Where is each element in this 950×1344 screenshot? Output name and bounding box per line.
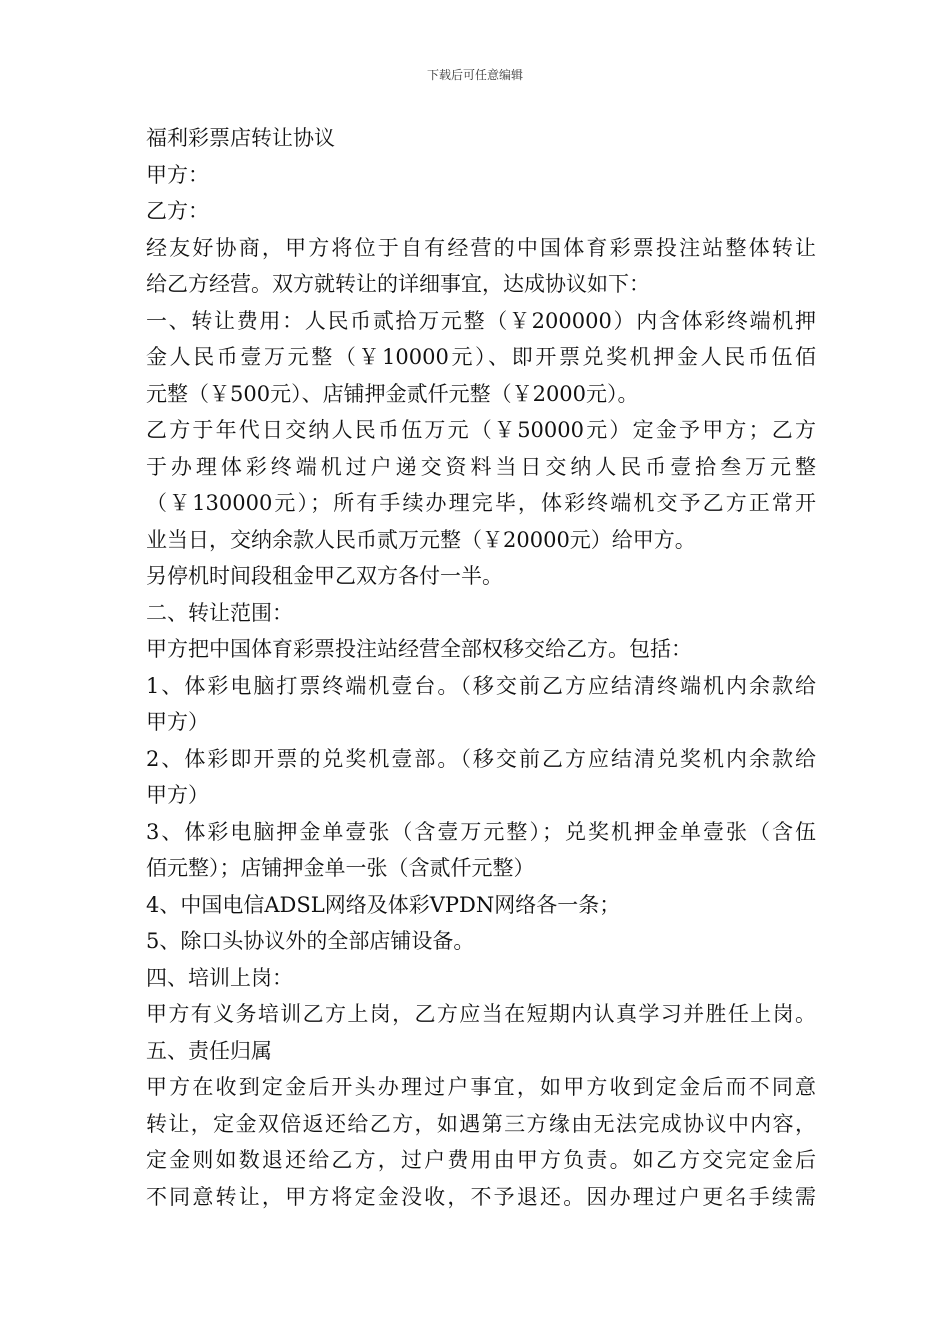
text-line: （￥130000元）；所有手续办理完毕，体彩终端机交予乙方正常开 xyxy=(146,491,816,515)
text-line: 另停机时间段租金甲乙双方各付一半。 xyxy=(146,564,503,588)
section-heading: 四、培训上岗： xyxy=(146,965,293,990)
section-heading: 五、责任归属 xyxy=(146,1038,272,1063)
text-line: 经友好协商，甲方将位于自有经营的中国体育彩票投注站整体转让 xyxy=(146,235,816,260)
party-a-line: 甲方： xyxy=(146,162,209,187)
text-line: 甲方） xyxy=(146,710,209,734)
text-line: 甲方把中国体育彩票投注站经营全部权移交给乙方。包括： xyxy=(146,637,692,661)
text-line: 定金则如数退还给乙方，过户费用由甲方负责。如乙方交完定金后 xyxy=(146,1148,816,1172)
page-header-note: 下载后可任意编辑 xyxy=(426,68,523,82)
list-item: 2、体彩即开票的兑奖机壹部。（移交前乙方应结清兑奖机内余款给 xyxy=(146,746,816,771)
text-line: 金人民币壹万元整（￥10000元）、即开票兑奖机押金人民币伍佰 xyxy=(146,345,816,369)
text-line: 甲方在收到定金后开头办理过户事宜，如甲方收到定金后而不同意 xyxy=(146,1075,816,1099)
text-line: 元整（￥500元）、店铺押金贰仟元整（￥2000元）。 xyxy=(146,381,639,406)
text-line: 甲方有义务培训乙方上岗，乙方应当在短期内认真学习并胜任上岗。 xyxy=(146,1002,816,1026)
text-line: 给乙方经营。双方就转让的详细事宜，达成协议如下： xyxy=(146,272,650,296)
text-line: 乙方于年代日交纳人民币伍万元（￥50000元）定金予甲方；乙方 xyxy=(146,418,816,442)
list-item: 3、体彩电脑押金单壹张（含壹万元整）；兑奖机押金单壹张（含伍 xyxy=(146,819,816,844)
list-item: 5、除口头协议外的全部店铺设备。 xyxy=(146,929,475,953)
text-line: 一、转让费用：人民币贰拾万元整（￥200000）内含体彩终端机押 xyxy=(146,308,816,333)
text-line: 业当日，交纳余款人民币贰万元整（￥20000元）给甲方。 xyxy=(146,527,696,552)
list-item: 1、体彩电脑打票终端机壹台。（移交前乙方应结清终端机内余款给 xyxy=(146,673,816,698)
text-line: 不同意转让，甲方将定金没收，不予退还。因办理过户更名手续需 xyxy=(146,1184,816,1209)
text-line: 于办理体彩终端机过户递交资料当日交纳人民币壹拾叁万元整 xyxy=(146,454,816,479)
section-heading: 二、转让范围： xyxy=(146,600,293,625)
text-line: 转让，定金双倍返还给乙方，如遇第三方缘由无法完成协议中内容， xyxy=(146,1111,816,1136)
text-line: 甲方） xyxy=(146,783,209,807)
document-body xyxy=(146,120,816,1215)
document-title: 福利彩票店转让协议 xyxy=(146,126,335,150)
party-b-line: 乙方： xyxy=(146,199,209,223)
text-line: 佰元整）；店铺押金单一张（含贰仟元整） xyxy=(146,856,535,880)
list-item: 4、中国电信ADSL网络及体彩VPDN网络各一条； xyxy=(146,892,621,917)
